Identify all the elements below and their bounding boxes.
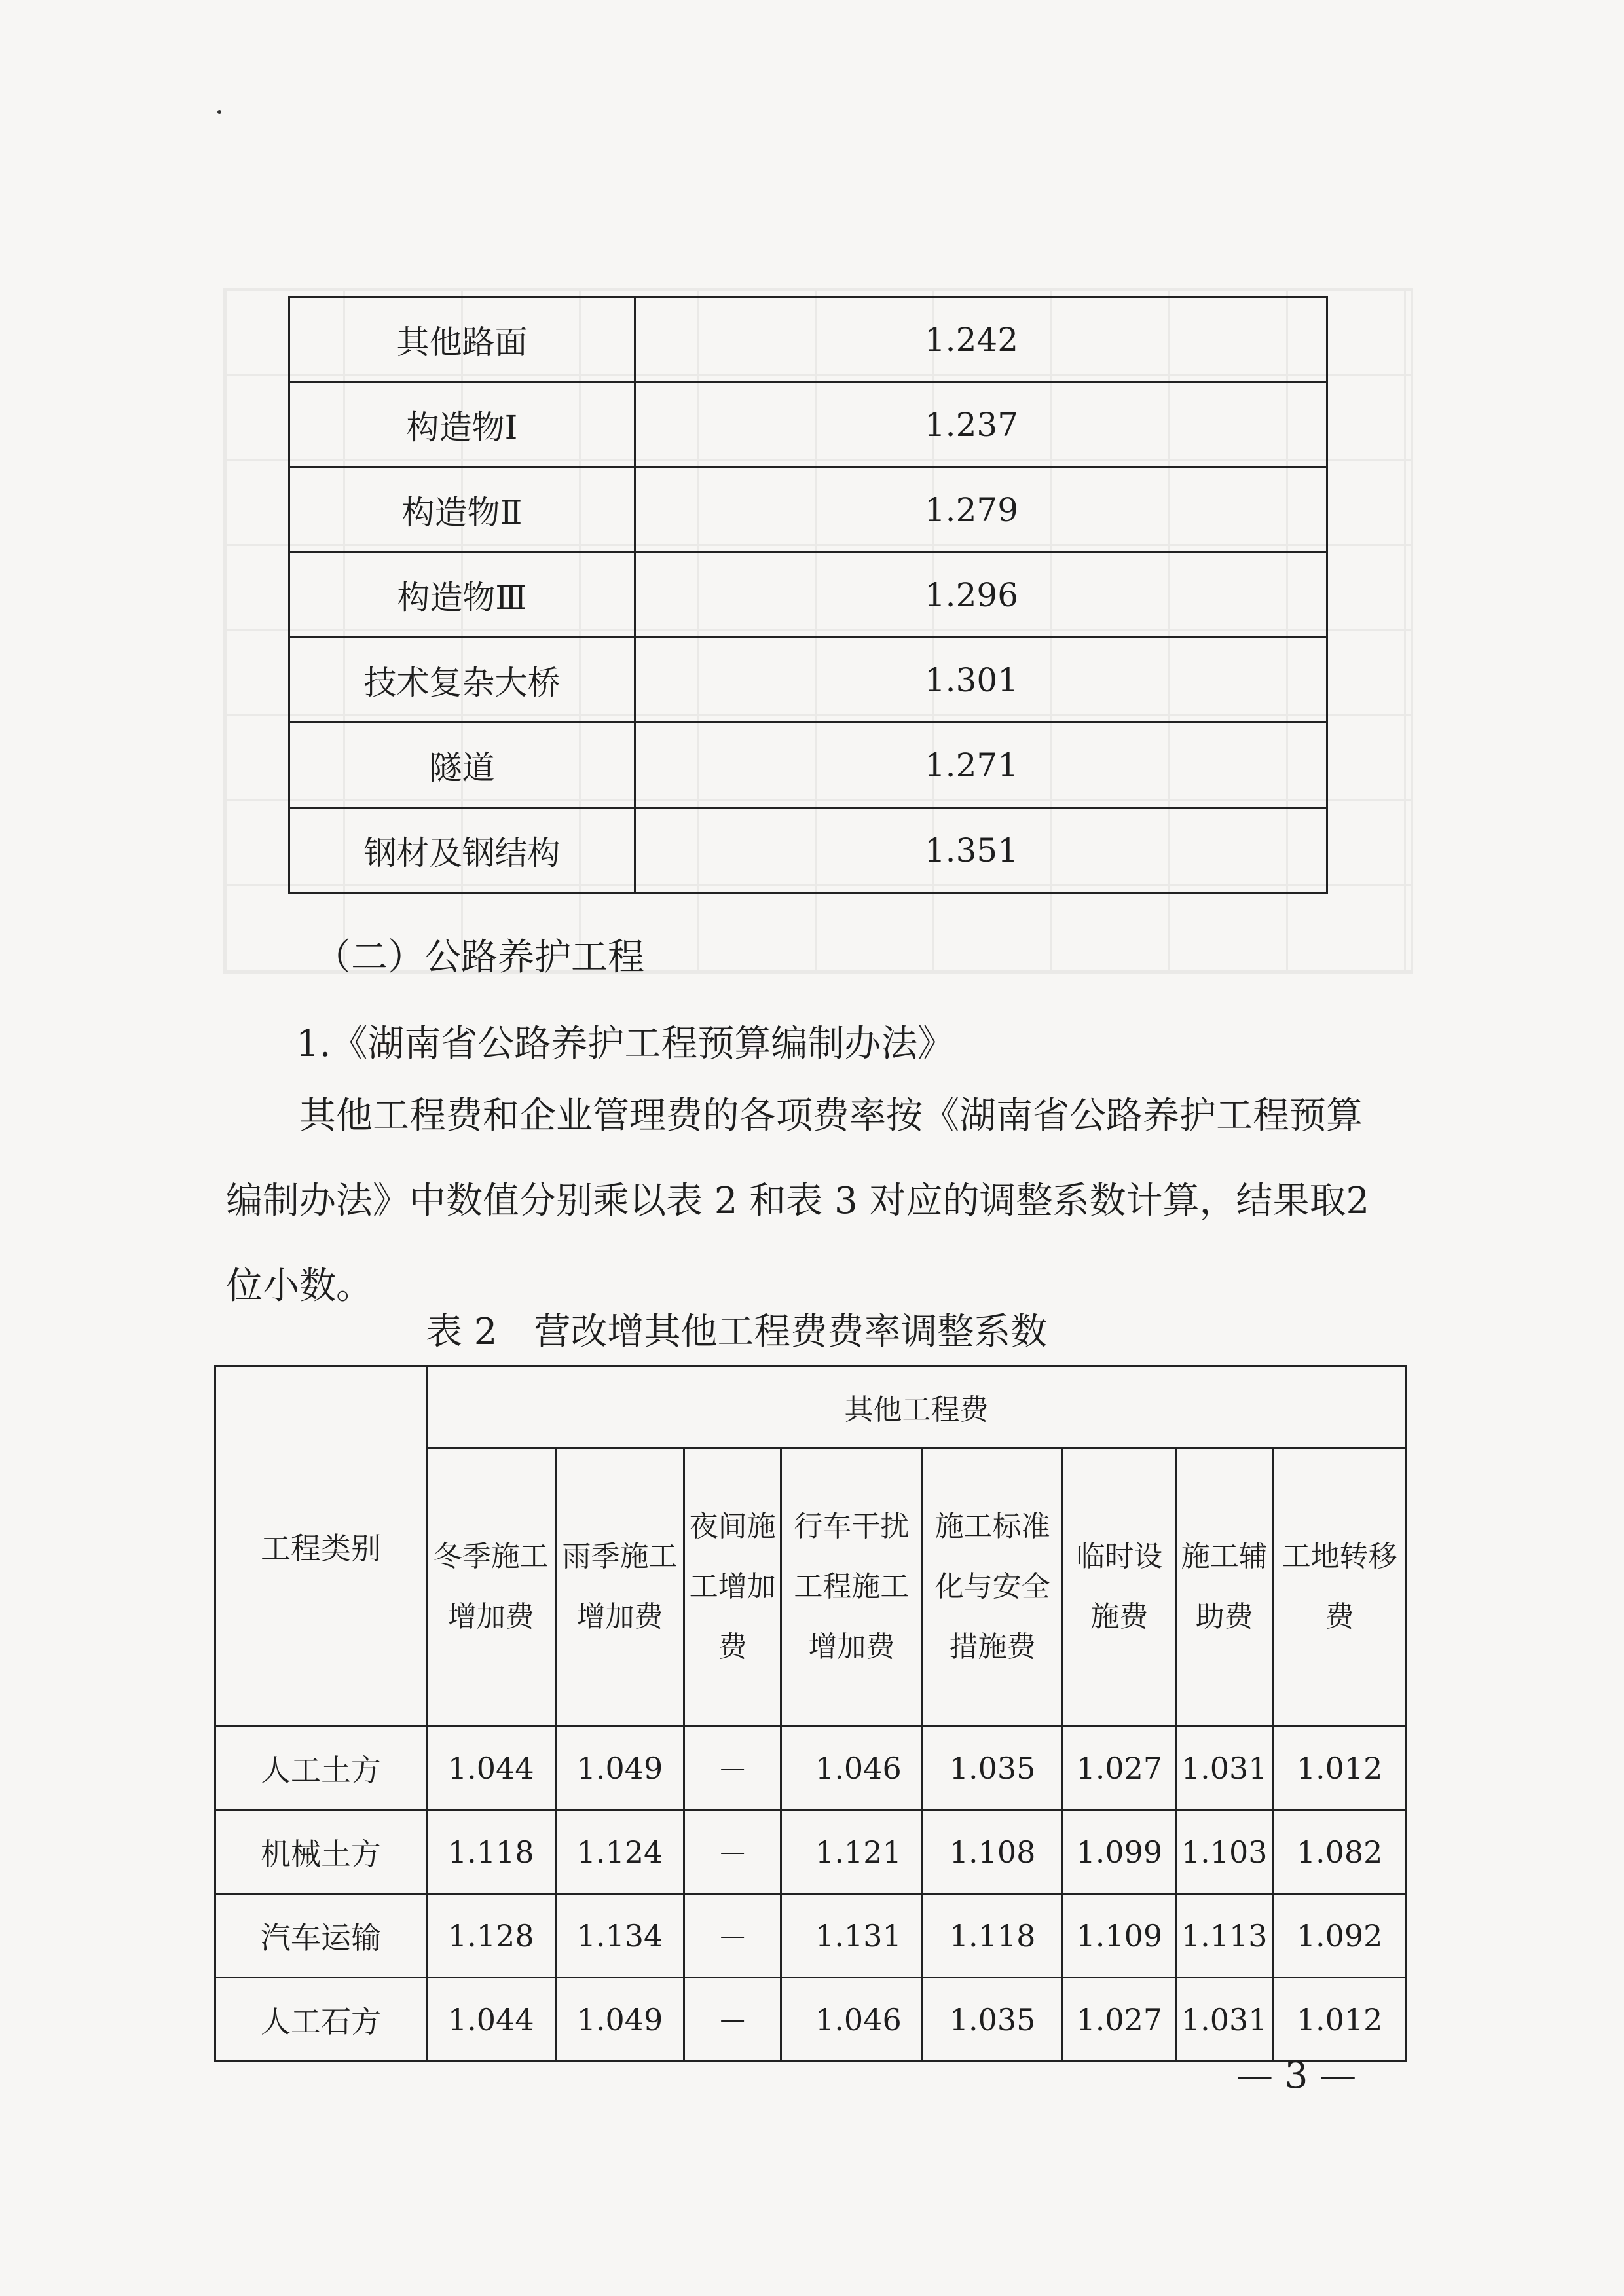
row-category: 构造物Ⅱ: [289, 467, 635, 553]
cell: －: [684, 1978, 781, 2062]
table-row: [215, 1978, 1407, 2062]
row-category: 隧道: [289, 723, 635, 808]
other-cost-adjustment-table-body: [214, 1365, 1407, 2062]
header-other-costs: 其他工程费: [426, 1366, 1406, 1448]
cell: 1.049: [555, 1726, 684, 1810]
row-value: 1.271: [635, 723, 1327, 808]
cell: 1.108: [922, 1810, 1063, 1894]
row-category: 人工石方: [215, 1978, 427, 2062]
cell: 1.118: [426, 1810, 555, 1894]
row-value: 1.242: [635, 297, 1327, 382]
row-value: 1.279: [635, 467, 1327, 553]
table-row: [289, 553, 1327, 638]
cell: 1.109: [1063, 1894, 1176, 1978]
row-category: 其他路面: [289, 297, 635, 382]
cell: 1.046: [781, 1726, 922, 1810]
row-category: 技术复杂大桥: [289, 638, 635, 723]
cell: －: [684, 1726, 781, 1810]
cell: 1.046: [781, 1978, 922, 2062]
header-column: 夜间施工增加费: [684, 1448, 781, 1726]
header-column: 施工标准化与安全措施费: [922, 1448, 1063, 1726]
table-row: [215, 1894, 1407, 1978]
header-column: 雨季施工增加费: [555, 1448, 684, 1726]
cell: 1.035: [922, 1726, 1063, 1810]
row-category: 构造物Ⅲ: [289, 553, 635, 638]
row-value: 1.351: [635, 808, 1327, 893]
cell: 1.082: [1273, 1810, 1407, 1894]
body-paragraph: 其他工程费和企业管理费的各项费率按《湖南省公路养护工程预算编制办法》中数值分别乘以表 2 和表 3 对应的调整系数计算，结果取2位小数。: [226, 1095, 1370, 1307]
table-row: [289, 638, 1327, 723]
cell: 1.027: [1063, 1726, 1176, 1810]
row-value: 1.237: [635, 382, 1327, 467]
cell: 1.103: [1176, 1810, 1273, 1894]
row-value: 1.301: [635, 638, 1327, 723]
cell: 1.118: [922, 1894, 1063, 1978]
cell: 1.012: [1273, 1978, 1407, 2062]
cell: 1.124: [555, 1810, 684, 1894]
cell: 1.049: [555, 1978, 684, 2062]
table-row: [289, 467, 1327, 553]
section-heading: （二）公路养护工程: [314, 936, 644, 979]
header-column: 施工辅助费: [1176, 1448, 1273, 1726]
cell: 1.012: [1273, 1726, 1407, 1810]
cell: －: [684, 1894, 781, 1978]
cell: －: [684, 1810, 781, 1894]
header-column: 冬季施工增加费: [426, 1448, 555, 1726]
header-column: 临时设施费: [1063, 1448, 1176, 1726]
cell: 1.131: [781, 1894, 922, 1978]
row-category: 构造物Ⅰ: [289, 382, 635, 467]
table-row: [289, 297, 1327, 382]
cell: 1.128: [426, 1894, 555, 1978]
cell: 1.031: [1176, 1978, 1273, 2062]
table-caption: 表 2 营改增其他工程费费率调整系数: [426, 1311, 1048, 1353]
cell: 1.044: [426, 1726, 555, 1810]
table-row: [215, 1726, 1407, 1810]
cell: 1.035: [922, 1978, 1063, 2062]
row-category: 机械土方: [215, 1810, 427, 1894]
row-category: 钢材及钢结构: [289, 808, 635, 893]
cell: 1.044: [426, 1978, 555, 2062]
header-category: 工程类别: [215, 1366, 427, 1726]
row-value: 1.296: [635, 553, 1327, 638]
cell: 1.113: [1176, 1894, 1273, 1978]
header-column: 工地转移费: [1273, 1448, 1407, 1726]
cell: 1.134: [555, 1894, 684, 1978]
cell: 1.099: [1063, 1810, 1176, 1894]
page-number: — 3 —: [1236, 2054, 1357, 2097]
cell: 1.121: [781, 1810, 922, 1894]
table-row: [215, 1810, 1407, 1894]
header-column: 行车干扰工程施工增加费: [781, 1448, 922, 1726]
item-heading: 1.《湖南省公路养护工程预算编制办法》: [296, 1023, 955, 1065]
speck: [217, 110, 221, 114]
row-category: 汽车运输: [215, 1894, 427, 1978]
coefficient-table-continued: [288, 296, 1328, 894]
cell: 1.031: [1176, 1726, 1273, 1810]
cell: 1.027: [1063, 1978, 1176, 2062]
cell: 1.092: [1273, 1894, 1407, 1978]
table-row: [289, 723, 1327, 808]
table-row: [289, 808, 1327, 893]
row-category: 人工土方: [215, 1726, 427, 1810]
table-row: [289, 382, 1327, 467]
